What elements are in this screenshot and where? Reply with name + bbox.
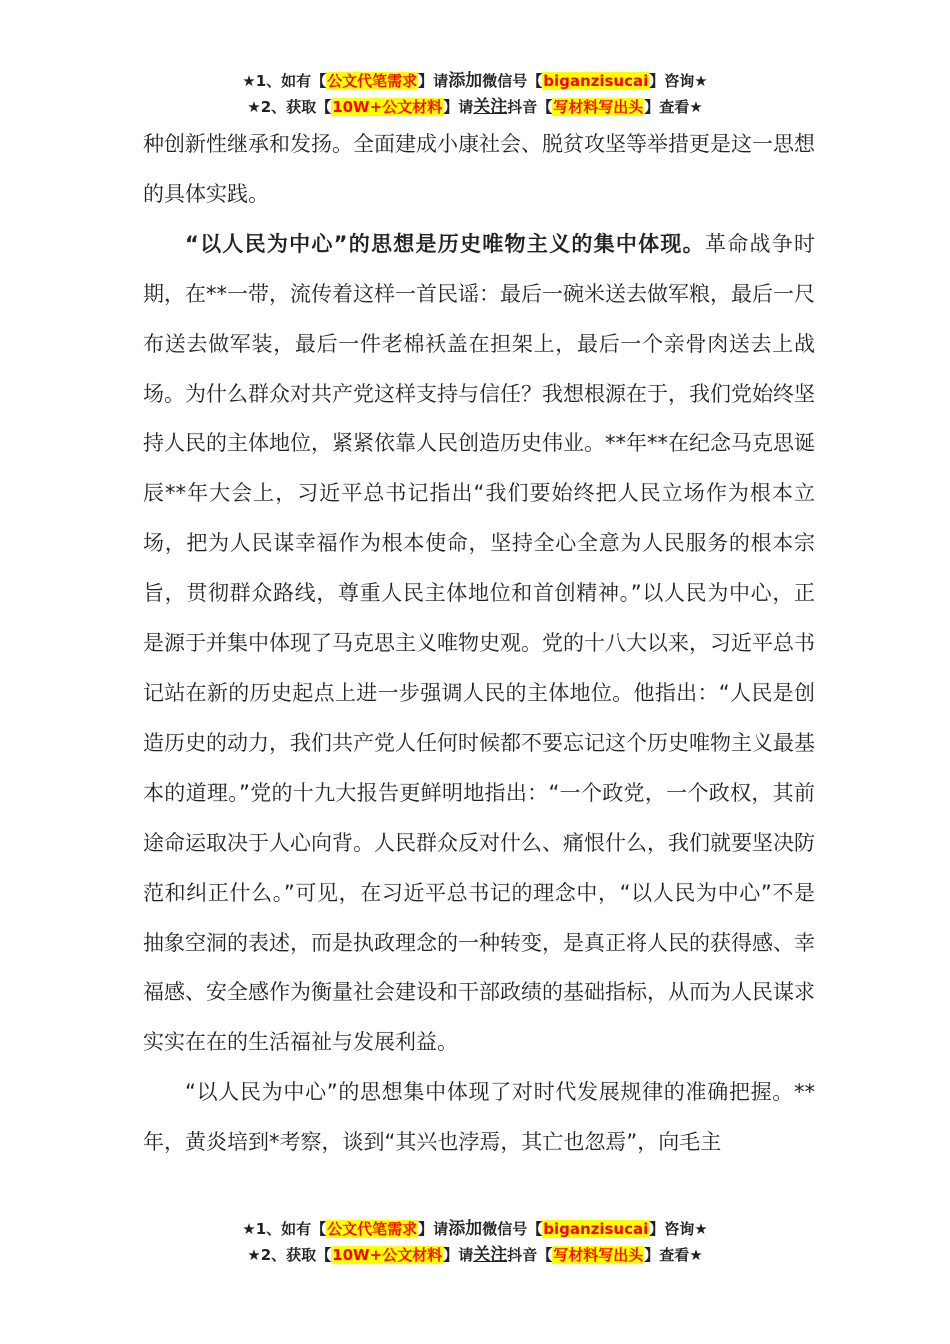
- promo-emphasis: 添加: [448, 1219, 483, 1239]
- promo-emphasis: 关注: [473, 97, 508, 117]
- promo-text: 】查看★: [644, 1246, 703, 1264]
- promo-highlight-wechat-id: biganzisucai: [543, 1220, 649, 1238]
- paragraph-3: “以人民为中心”的思想集中体现了对时代发展规律的准确把握。**年，黄炎培到*考察，谈到“其兴也浡焉，其亡也忽焉”，向毛主: [143, 1080, 815, 1155]
- promo-highlight-douyin-id: 写材料写出头: [553, 98, 644, 116]
- promo-text: 】请: [443, 1246, 474, 1264]
- promo-line-1: [0, 68, 950, 94]
- document-body: [143, 120, 815, 1168]
- promo-text: 】咨询★: [649, 72, 708, 90]
- promo-text: 微信号【: [482, 72, 543, 90]
- promo-line-2: [0, 94, 950, 120]
- promo-text: 】请: [443, 98, 474, 116]
- promo-text: 】查看★: [644, 98, 703, 116]
- promo-text: ★1、如有【: [242, 72, 327, 90]
- promo-text: 】咨询★: [649, 1220, 708, 1238]
- promo-line-2: [0, 1242, 950, 1268]
- promo-highlight-service: 公文代笔需求: [327, 72, 418, 90]
- promo-highlight-douyin-id: 写材料写出头: [553, 1246, 644, 1264]
- promo-highlight-wechat-id: biganzisucai: [543, 72, 649, 90]
- promo-highlight-materials: 10W+公文材料: [332, 1246, 443, 1264]
- header-promo-banner: [0, 68, 950, 120]
- promo-emphasis: 关注: [473, 1245, 508, 1265]
- promo-text: 】请: [418, 1220, 449, 1238]
- promo-emphasis: 添加: [448, 71, 483, 91]
- promo-text: 微信号【: [482, 1220, 543, 1238]
- promo-text: ★2、获取【: [247, 98, 332, 116]
- paragraph-2-text: 革命战争时期，在**一带，流传着这样一首民谣：最后一碗米送去做军粮，最后一尺布送去做军装，最后一件老棉袄盖在担架上，最后一个亲骨肉送去上战场。为什么群众对共产党这样支持与信任？我想根源在于，我们党始终坚持人民的主体地位，紧紧依靠人民创造历史伟业。**年**在纪念马克思诞辰**年大会上，习近平总书记指出“我们要始终把人民立场作为根本立场，把为人民谋幸福作为根本使命，坚持全心全意为人民服务的根本宗旨，贯彻群众路线，尊重人民主体地位和首创精神。”以人民为中心，正是源于并集中体现了马克思主义唯物史观。党的十八大以来，习近平总书记站在新的历史起点上进一步强调人民的主体地位。他指出：“人民是创造历史的动力，我们共产党人任何时候都不要忘记这个历史唯物主义最基本的道理。”党的十九大报告更鲜明地指出：“一个政党，一个政权，其前途命运取决于人心向背。人民群众反对什么、痛恨什么，我们就要坚决防范和纠正什么。”可见，在习近平总书记的理念中，“以人民为中心”不是抽象空洞的表述，而是执政理念的一种转变，是真正将人民的获得感、幸福感、安全感作为衡量社会建设和干部政绩的基础指标，从而为人民谋求实实在在的生活福祉与发展利益。: [143, 231, 815, 1055]
- promo-text: ★2、获取【: [247, 1246, 332, 1264]
- promo-text: 抖音【: [507, 98, 553, 116]
- paragraph-2-heading: “以人民为中心”的思想是历史唯物主义的集中体现。: [185, 231, 705, 256]
- promo-text: ★1、如有【: [242, 1220, 327, 1238]
- promo-text: 抖音【: [507, 1246, 553, 1264]
- paragraph-1: 种创新性继承和发扬。全面建成小康社会、脱贫攻坚等举措更是这一思想的具体实践。: [143, 132, 815, 206]
- promo-highlight-service: 公文代笔需求: [327, 1220, 418, 1238]
- footer-promo-banner: [0, 1216, 950, 1268]
- promo-highlight-materials: 10W+公文材料: [332, 98, 443, 116]
- promo-line-1: [0, 1216, 950, 1242]
- paragraph-2: [143, 220, 815, 1068]
- promo-text: 】请: [418, 72, 449, 90]
